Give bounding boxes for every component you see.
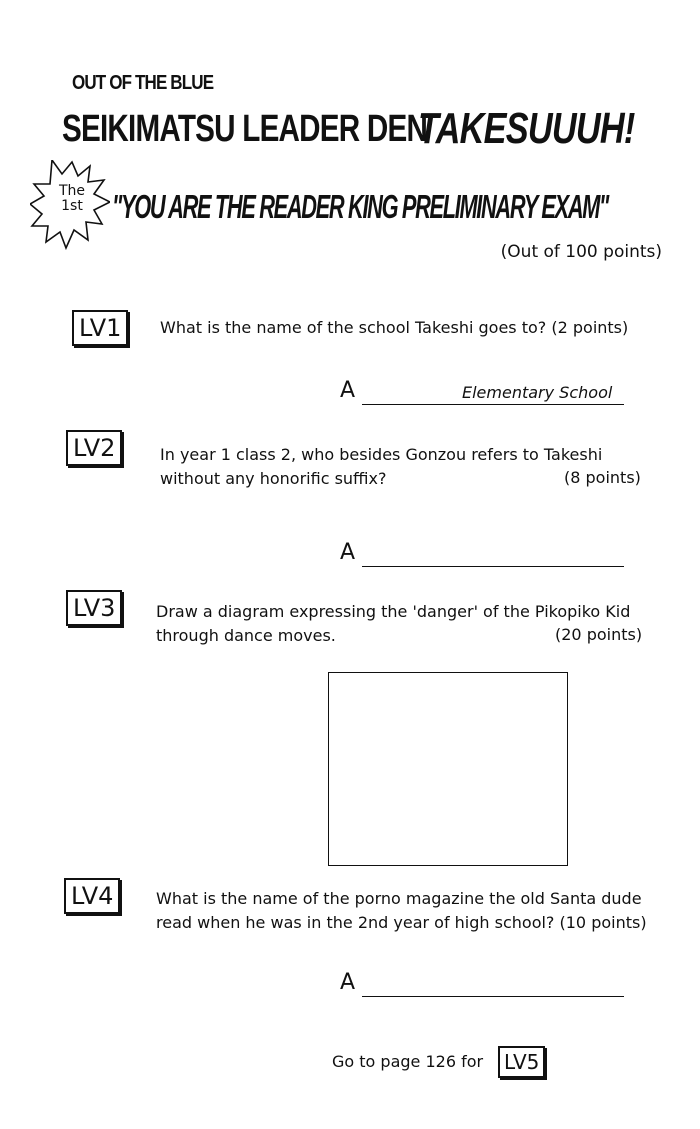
answer-1-label: A xyxy=(340,378,356,403)
question-2-line-1: In year 1 class 2, who besides Gonzou refers to Takeshi xyxy=(160,445,603,464)
question-4-line-2: read when he was in the 2nd year of high school? (10 points) xyxy=(156,913,647,932)
answer-2-line xyxy=(362,566,624,567)
level-badge-4: LV4 xyxy=(64,878,120,914)
score-note: (Out of 100 points) xyxy=(500,242,662,262)
burst-label: The 1st xyxy=(58,183,86,214)
level-badge-1: LV1 xyxy=(72,310,128,346)
question-3-line-2: through dance moves. xyxy=(156,626,336,645)
title-emphasis: TAKESUUUH! xyxy=(418,104,635,153)
answer-4-label: A xyxy=(340,970,356,995)
question-2-line-2: without any honorific suffix? xyxy=(160,469,387,488)
question-3-points: (20 points) xyxy=(555,625,643,644)
answer-4-line xyxy=(362,996,624,997)
title-main: SEIKIMATSU LEADER DEN xyxy=(62,108,428,150)
question-1-text: What is the name of the school Takeshi goes to? (2 points) xyxy=(160,318,629,337)
kicker: OUT OF THE BLUE xyxy=(72,72,214,94)
question-4-line-1: What is the name of the porno magazine the old Santa dude xyxy=(156,889,642,908)
answer-2-label: A xyxy=(340,540,356,565)
answer-1-line xyxy=(362,404,624,405)
level-badge-2: LV2 xyxy=(66,430,122,466)
exam-subtitle: "YOU ARE THE READER KING PRELIMINARY EXAM" xyxy=(112,188,609,225)
question-2-points: (8 points) xyxy=(564,468,641,487)
drawing-box[interactable] xyxy=(328,672,568,866)
question-4-text xyxy=(156,887,647,935)
footer-text: Go to page 126 for xyxy=(332,1052,484,1071)
question-2-text xyxy=(160,443,602,491)
question-3-line-1: Draw a diagram expressing the 'danger' of the Pikopiko Kid xyxy=(156,602,631,621)
level-badge-3: LV3 xyxy=(66,590,122,626)
level-badge-5: LV5 xyxy=(498,1046,545,1078)
answer-1-value: Elementary School xyxy=(462,383,613,402)
